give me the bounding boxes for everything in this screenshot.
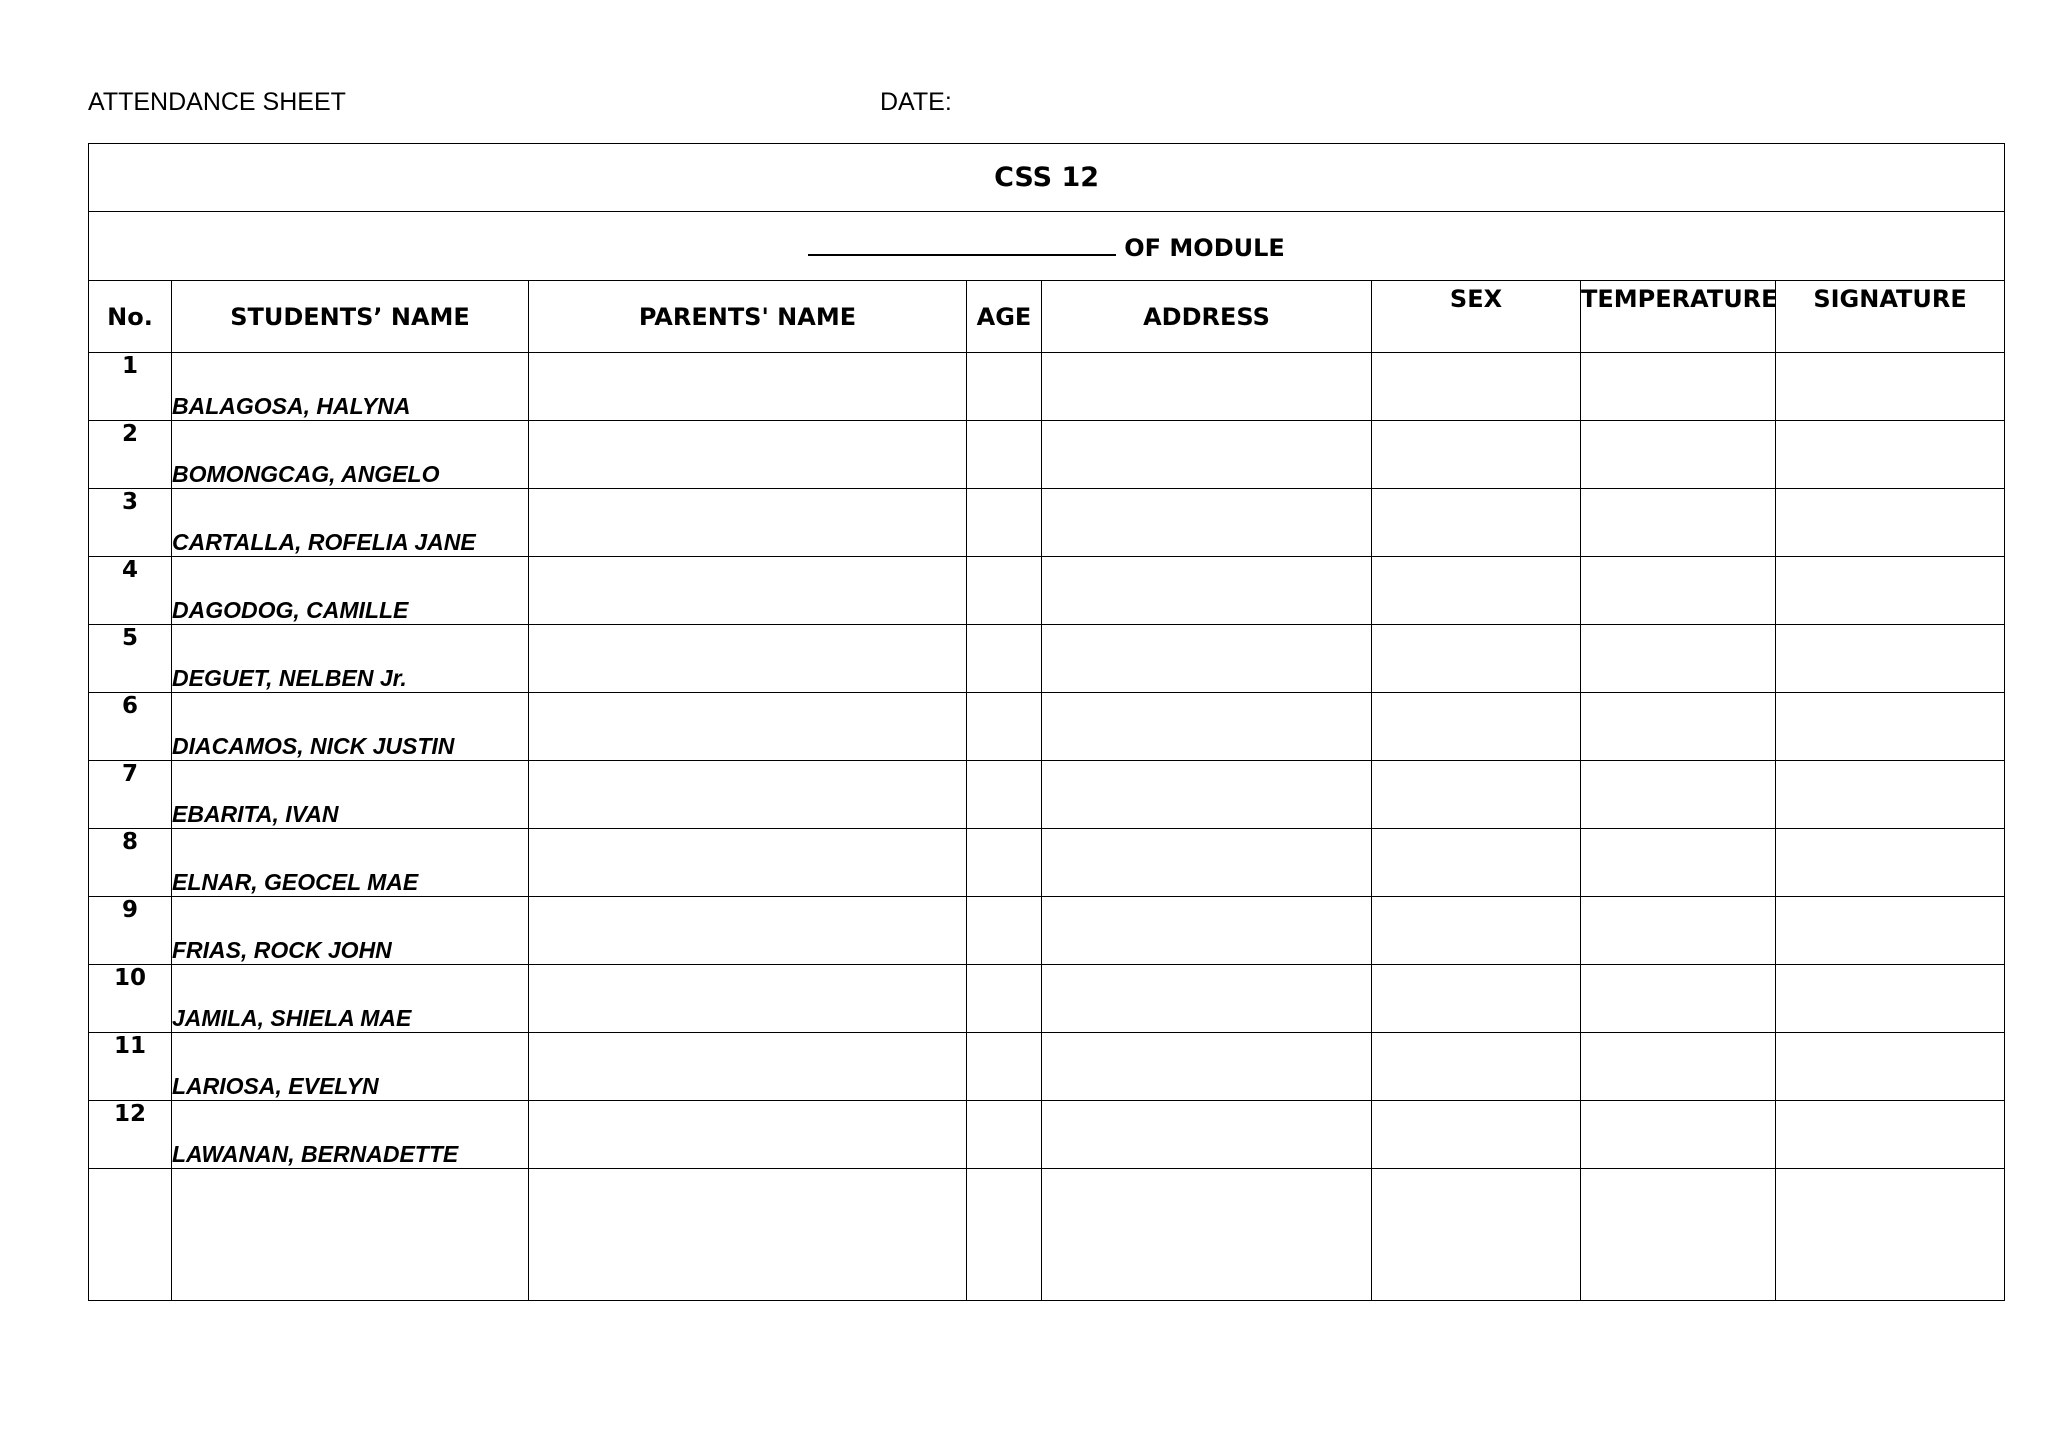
- signature-cell[interactable]: [1776, 625, 2005, 693]
- parent-name-cell[interactable]: [529, 421, 967, 489]
- student-name: EBARITA, IVAN: [172, 761, 529, 829]
- parent-name-cell[interactable]: [529, 1033, 967, 1101]
- row-number: 6: [89, 693, 172, 761]
- temperature-cell[interactable]: [1581, 897, 1776, 965]
- blank-cell[interactable]: [1372, 1169, 1581, 1301]
- row-number: 3: [89, 489, 172, 557]
- parent-name-cell[interactable]: [529, 693, 967, 761]
- age-cell[interactable]: [967, 489, 1042, 557]
- temperature-cell[interactable]: [1581, 965, 1776, 1033]
- module-label: OF MODULE: [1124, 234, 1285, 262]
- parent-name-cell[interactable]: [529, 557, 967, 625]
- signature-cell[interactable]: [1776, 353, 2005, 421]
- row-number: 12: [89, 1101, 172, 1169]
- address-cell[interactable]: [1042, 1101, 1372, 1169]
- table-body: [89, 353, 2005, 1169]
- table-row: [89, 489, 2005, 557]
- temperature-cell[interactable]: [1581, 625, 1776, 693]
- row-number: 7: [89, 761, 172, 829]
- student-name: BOMONGCAG, ANGELO: [172, 421, 529, 489]
- temperature-cell[interactable]: [1581, 1033, 1776, 1101]
- age-cell[interactable]: [967, 557, 1042, 625]
- row-number: 9: [89, 897, 172, 965]
- parent-name-cell[interactable]: [529, 829, 967, 897]
- table-row: [89, 353, 2005, 421]
- sex-cell[interactable]: [1372, 625, 1581, 693]
- date-label: DATE:: [880, 88, 952, 116]
- col-header-no: No.: [89, 281, 172, 353]
- table-row: [89, 1101, 2005, 1169]
- address-cell[interactable]: [1042, 489, 1372, 557]
- row-number: 10: [89, 965, 172, 1033]
- row-number: 1: [89, 353, 172, 421]
- blank-cell[interactable]: [89, 1169, 172, 1301]
- parent-name-cell[interactable]: [529, 965, 967, 1033]
- temperature-cell[interactable]: [1581, 829, 1776, 897]
- table-row: [89, 557, 2005, 625]
- sex-cell[interactable]: [1372, 897, 1581, 965]
- temperature-cell[interactable]: [1581, 761, 1776, 829]
- signature-cell[interactable]: [1776, 557, 2005, 625]
- table-row: [89, 1033, 2005, 1101]
- row-number: 5: [89, 625, 172, 693]
- row-number: 2: [89, 421, 172, 489]
- table-row: [89, 965, 2005, 1033]
- module-blank-line[interactable]: [808, 230, 1116, 256]
- row-number: 8: [89, 829, 172, 897]
- parent-name-cell[interactable]: [529, 625, 967, 693]
- table-row: [89, 829, 2005, 897]
- sex-cell[interactable]: [1372, 1101, 1581, 1169]
- signature-cell[interactable]: [1776, 897, 2005, 965]
- temperature-cell[interactable]: [1581, 693, 1776, 761]
- blank-cell[interactable]: [529, 1169, 967, 1301]
- age-cell[interactable]: [967, 965, 1042, 1033]
- address-cell[interactable]: [1042, 557, 1372, 625]
- blank-cell[interactable]: [1581, 1169, 1776, 1301]
- table-row: [89, 897, 2005, 965]
- student-name: CARTALLA, ROFELIA JANE: [172, 489, 529, 557]
- table-row: [89, 625, 2005, 693]
- address-cell[interactable]: [1042, 1033, 1372, 1101]
- col-header-temperature: TEMPERATURE: [1581, 281, 1776, 353]
- sex-cell[interactable]: [1372, 761, 1581, 829]
- col-header-student-name: STUDENTS’ NAME: [172, 281, 529, 353]
- age-cell[interactable]: [967, 353, 1042, 421]
- student-name: JAMILA, SHIELA MAE: [172, 965, 529, 1033]
- parent-name-cell[interactable]: [529, 489, 967, 557]
- student-name: FRIAS, ROCK JOHN: [172, 897, 529, 965]
- parent-name-cell[interactable]: [529, 1101, 967, 1169]
- age-cell[interactable]: [967, 693, 1042, 761]
- age-cell[interactable]: [967, 897, 1042, 965]
- signature-cell[interactable]: [1776, 761, 2005, 829]
- age-cell[interactable]: [967, 829, 1042, 897]
- address-cell[interactable]: [1042, 625, 1372, 693]
- attendance-table: [88, 143, 2005, 1301]
- col-header-sex: SEX: [1372, 281, 1581, 353]
- address-cell[interactable]: [1042, 693, 1372, 761]
- signature-cell[interactable]: [1776, 1033, 2005, 1101]
- student-name: DEGUET, NELBEN Jr.: [172, 625, 529, 693]
- sex-cell[interactable]: [1372, 1033, 1581, 1101]
- module-header: [89, 212, 2005, 281]
- student-name: LAWANAN, BERNADETTE: [172, 1101, 529, 1169]
- sex-cell[interactable]: [1372, 353, 1581, 421]
- temperature-cell[interactable]: [1581, 353, 1776, 421]
- temperature-cell[interactable]: [1581, 421, 1776, 489]
- sex-cell[interactable]: [1372, 557, 1581, 625]
- student-name: ELNAR, GEOCEL MAE: [172, 829, 529, 897]
- signature-cell[interactable]: [1776, 829, 2005, 897]
- address-cell[interactable]: [1042, 353, 1372, 421]
- blank-row: [89, 1169, 2005, 1301]
- blank-cell[interactable]: [1042, 1169, 1372, 1301]
- signature-cell[interactable]: [1776, 965, 2005, 1033]
- student-name: DIACAMOS, NICK JUSTIN: [172, 693, 529, 761]
- blank-cell[interactable]: [172, 1169, 529, 1301]
- student-name: DAGODOG, CAMILLE: [172, 557, 529, 625]
- parent-name-cell[interactable]: [529, 897, 967, 965]
- sex-cell[interactable]: [1372, 693, 1581, 761]
- age-cell[interactable]: [967, 421, 1042, 489]
- address-cell[interactable]: [1042, 421, 1372, 489]
- table-row: [89, 421, 2005, 489]
- address-cell[interactable]: [1042, 965, 1372, 1033]
- signature-cell[interactable]: [1776, 693, 2005, 761]
- signature-cell[interactable]: [1776, 489, 2005, 557]
- age-cell[interactable]: [967, 625, 1042, 693]
- age-cell[interactable]: [967, 761, 1042, 829]
- blank-cell[interactable]: [967, 1169, 1042, 1301]
- col-header-signature: SIGNATURE: [1776, 281, 2005, 353]
- student-name: LARIOSA, EVELYN: [172, 1033, 529, 1101]
- blank-cell[interactable]: [1776, 1169, 2005, 1301]
- sheet-title: ATTENDANCE SHEET: [88, 88, 346, 116]
- col-header-parent-name: PARENTS' NAME: [529, 281, 967, 353]
- address-cell[interactable]: [1042, 829, 1372, 897]
- signature-cell[interactable]: [1776, 1101, 2005, 1169]
- age-cell[interactable]: [967, 1101, 1042, 1169]
- sex-cell[interactable]: [1372, 965, 1581, 1033]
- parent-name-cell[interactable]: [529, 353, 967, 421]
- table-row: [89, 693, 2005, 761]
- age-cell[interactable]: [967, 1033, 1042, 1101]
- parent-name-cell[interactable]: [529, 761, 967, 829]
- address-cell[interactable]: [1042, 761, 1372, 829]
- col-header-age: AGE: [967, 281, 1042, 353]
- signature-cell[interactable]: [1776, 421, 2005, 489]
- temperature-cell[interactable]: [1581, 557, 1776, 625]
- table-row: [89, 761, 2005, 829]
- col-header-address: ADDRESS: [1042, 281, 1372, 353]
- sex-cell[interactable]: [1372, 421, 1581, 489]
- temperature-cell[interactable]: [1581, 489, 1776, 557]
- row-number: 4: [89, 557, 172, 625]
- temperature-cell[interactable]: [1581, 1101, 1776, 1169]
- sex-cell[interactable]: [1372, 829, 1581, 897]
- table-title: CSS 12: [89, 144, 2005, 212]
- sex-cell[interactable]: [1372, 489, 1581, 557]
- student-name: BALAGOSA, HALYNA: [172, 353, 529, 421]
- address-cell[interactable]: [1042, 897, 1372, 965]
- row-number: 11: [89, 1033, 172, 1101]
